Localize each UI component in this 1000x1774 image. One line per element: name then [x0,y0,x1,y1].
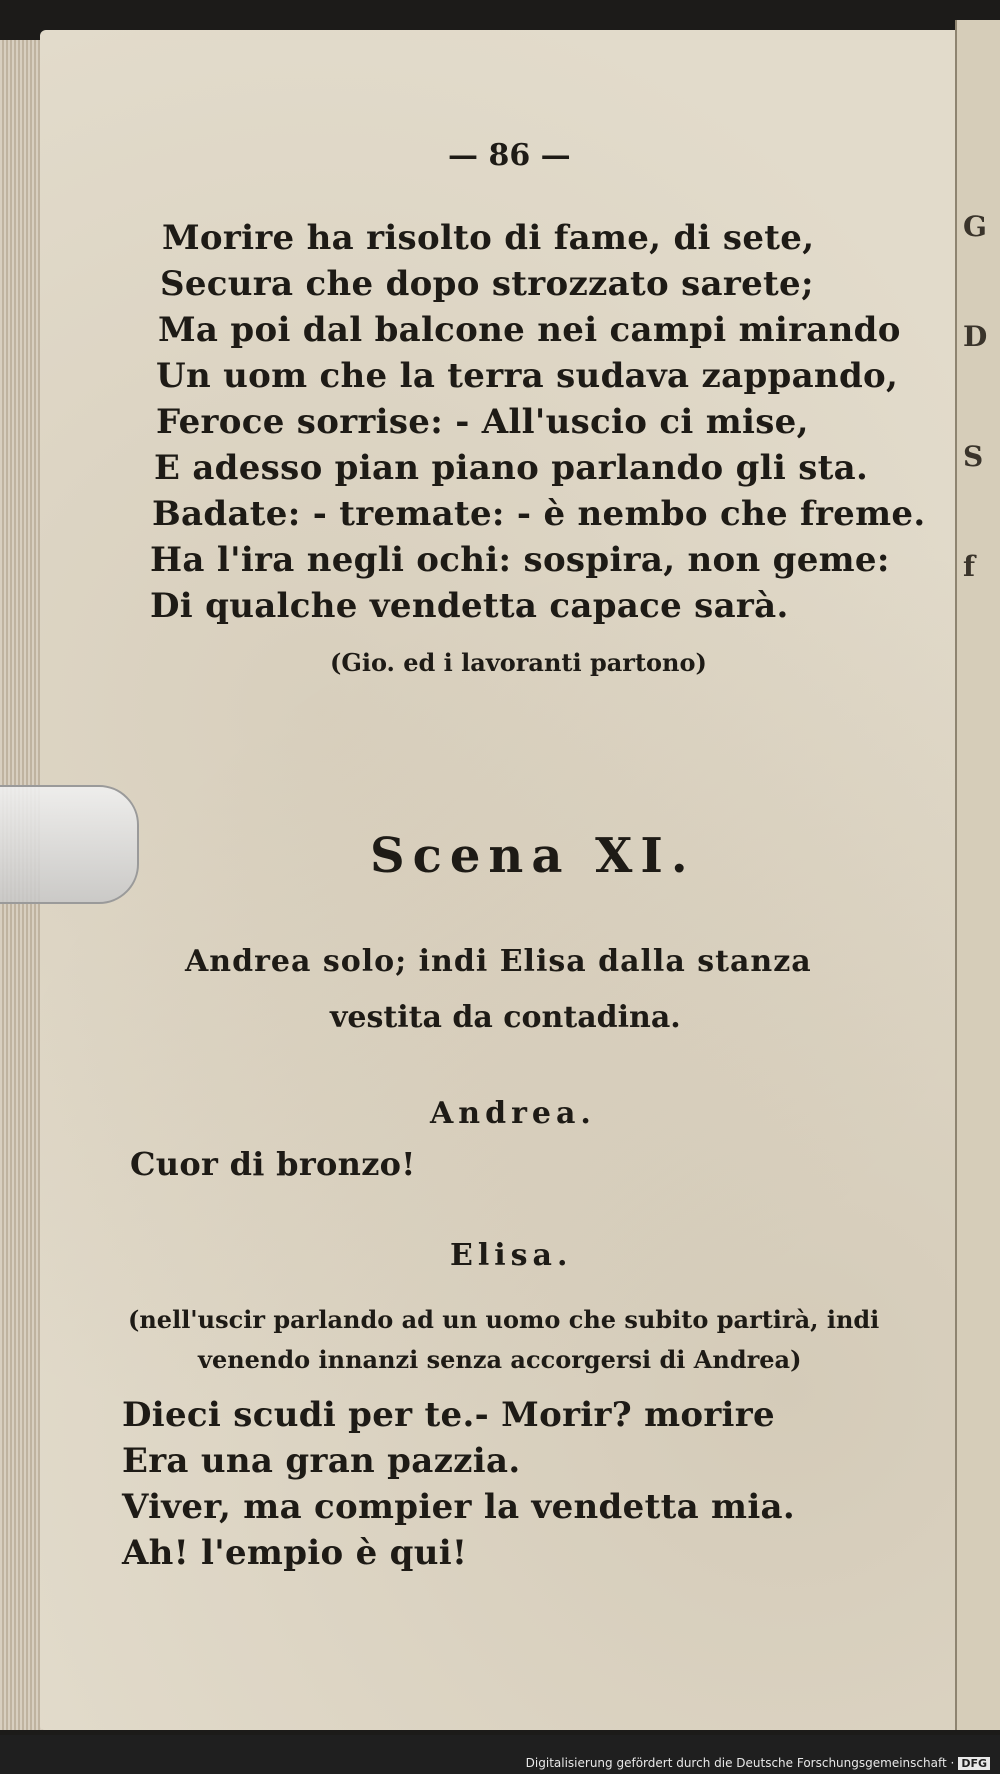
next-page-edge: G D S f [955,20,1000,1730]
scene-setting-line: Andrea solo; indi Elisa dalla stanza [185,944,812,979]
verse-line: Ah! l'empio è qui! [122,1533,468,1573]
verse-line: Di qualche vendetta capace sarà. [150,586,789,626]
page-number: — 86 — [448,138,571,173]
elisa-direction-line: venendo innanzi senza accorgersi di Andrea) [198,1345,802,1374]
elisa-direction-line: (nell'uscir parlando ad un uomo che subito partirà, indi [128,1305,880,1334]
verse-line: Era una gran pazzia. [122,1441,521,1481]
verse-line: Ma poi dal balcone nei campi mirando [158,310,901,350]
stage-direction-exit: (Gio. ed i lavoranti partono) [330,648,707,677]
speaker-andrea: Andrea. [430,1096,596,1131]
bookmark-tab [0,785,139,904]
credit-text: Digitalisierung gefördert durch die Deutsche Forschungsgemeinschaft · [525,1756,955,1770]
verse-line: Un uom che la terra sudava zappando, [156,356,899,396]
andrea-line: Cuor di bronzo! [130,1145,416,1183]
scene-setting-line: vestita da contadina. [330,1000,681,1035]
verse-line: Dieci scudi per te.- Morir? morire [122,1395,775,1435]
verse-line: Feroce sorrise: - All'uscio ci mise, [156,402,809,442]
verse-line: Morire ha risolto di fame, di sete, [162,218,815,258]
verse-line: Ha l'ira negli ochi: sospira, non geme: [150,540,890,580]
digitization-credit [526,1756,990,1770]
verse-line: Badate: - tremate: - è nembo che freme. [152,494,926,534]
dfg-logo: DFG [958,1757,990,1770]
verse-line: Secura che dopo strozzato sarete; [160,264,814,304]
speaker-elisa: Elisa. [450,1238,573,1273]
scene-title: Scena XI. [370,828,696,884]
verse-line: E adesso pian piano parlando gli sta. [154,448,869,488]
verse-line: Viver, ma compier la vendetta mia. [122,1487,796,1527]
